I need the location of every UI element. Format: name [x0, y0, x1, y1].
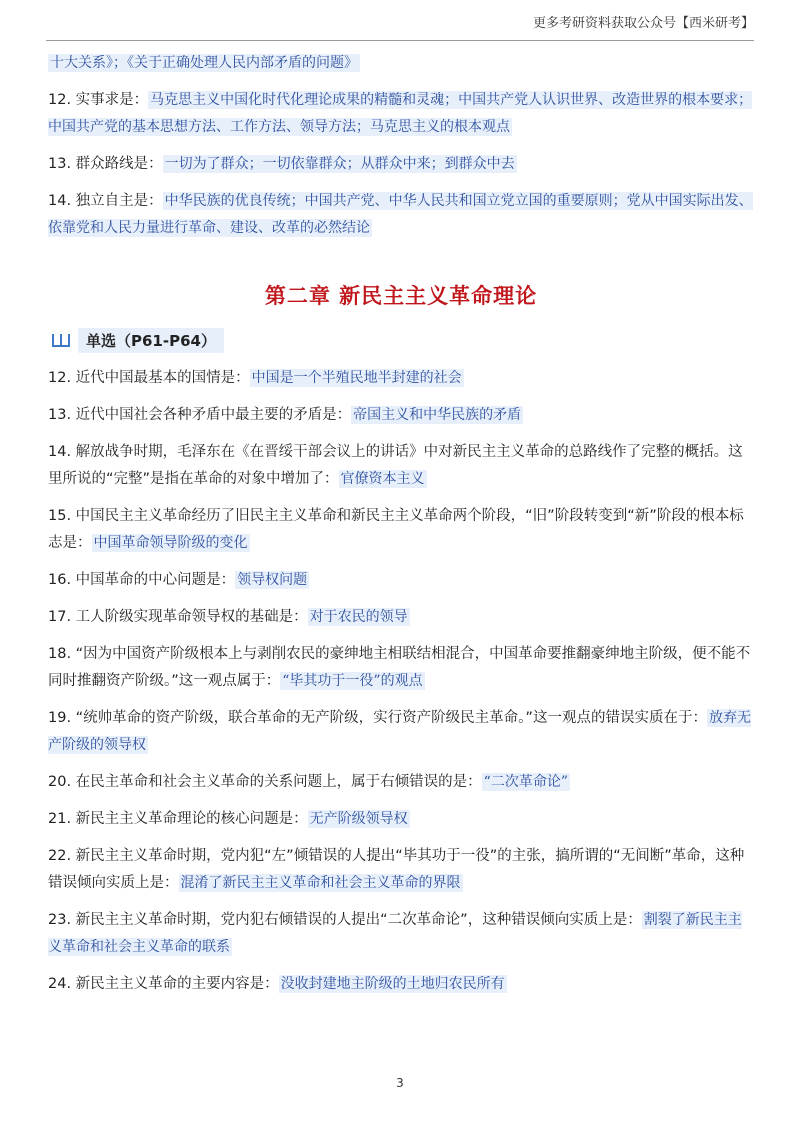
section-heading	[48, 328, 754, 353]
prompt-text: 18. “因为中国资产阶级根本上与剥削农民的豪绅地主相联结相混合，中国革命要推翻豪绅地主阶级，便不能不同时推翻资产阶级。”这一观点属于：	[48, 646, 751, 689]
prompt-text: 13. 群众路线是：	[48, 156, 163, 172]
prompt-text: 24. 新民主主义革命的主要内容是：	[48, 976, 279, 992]
question-item	[48, 705, 754, 759]
answer-text: 帝国主义和中华民族的矛盾	[353, 407, 522, 423]
answer-text: 一切为了群众；一切依靠群众；从群众中来；到群众中去	[164, 156, 515, 172]
prompt-text: 21. 新民主主义革命理论的核心问题是：	[48, 811, 308, 827]
book-icon	[52, 334, 70, 347]
concept-item	[48, 151, 754, 178]
question-item	[48, 567, 754, 594]
chapter-title: 第二章 新民主主义革命理论	[264, 284, 538, 308]
answer-text: 放弃无产阶级的领导权	[48, 710, 751, 753]
page-content	[48, 50, 754, 1008]
prompt-text: 19. “统帅革命的资产阶级，联合革命的无产阶级，实行资产阶级民主革命。”这一观点的错误实质在于：	[48, 710, 707, 726]
question-item	[48, 806, 754, 833]
carryover-paragraph	[48, 50, 754, 77]
question-item	[48, 402, 754, 429]
section-label: 单选（P61-P64）	[78, 328, 224, 353]
answer-text: 中国革命领导阶级的变化	[93, 535, 248, 551]
answer-text: “毕其功于一役”的观点	[282, 673, 423, 689]
answer-text: “二次革命论”	[483, 774, 568, 790]
prompt-text: 14. 独立自主是：	[48, 193, 163, 209]
question-item	[48, 503, 754, 557]
answer-text: 混淆了新民主主义革命和社会主义革命的界限	[180, 875, 461, 891]
answer-text: 领导权问题	[237, 572, 308, 588]
question-item	[48, 769, 754, 796]
prompt-text: 13. 近代中国社会各种矛盾中最主要的矛盾是：	[48, 407, 352, 423]
prompt-text: 16. 中国革命的中心问题是：	[48, 572, 236, 588]
prompt-text: 17. 工人阶级实现革命领导权的基础是：	[48, 609, 308, 625]
answer-text: 中华民族的优良传统；中国共产党、中华人民共和国立党立国的重要原则；党从中国实际出发、依靠党和人民力量进行革命、建设、改革的必然结论	[48, 193, 753, 236]
page-header: 更多考研资料获取公众号【西米研考】	[532, 16, 754, 31]
answer-text: 马克思主义中国化时代化理论成果的精髓和灵魂；中国共产党人认识世界、改造世界的根本要求；中国共产党的基本思想方法、工作方法、领导方法；马克思主义的根本观点	[48, 92, 753, 135]
question-item	[48, 365, 754, 392]
prompt-text: 14. 解放战争时期，毛泽东在《在晋绥干部会议上的讲话》中对新民主主义革命的总路线作了完整的概括。这里所说的“完整”是指在革命的对象中增加了：	[48, 444, 743, 487]
page-number: 3	[396, 1076, 404, 1090]
answer-text: 官僚资本主义	[340, 471, 425, 487]
prompt-text: 22. 新民主主义革命时期，党内犯“左”倾错误的人提出“毕其功于一役”的主张，搞所谓的“无间断”革命，这种错误倾向实质上是：	[48, 848, 745, 891]
question-item	[48, 843, 754, 897]
prompt-text: 12. 实事求是：	[48, 92, 149, 108]
answer-text: 中国是一个半殖民地半封建的社会	[251, 370, 462, 386]
question-item	[48, 971, 754, 998]
question-item	[48, 604, 754, 631]
question-item	[48, 439, 754, 493]
header-divider	[46, 40, 754, 41]
concept-item	[48, 188, 754, 242]
concept-item	[48, 87, 754, 141]
question-item	[48, 907, 754, 961]
answer-text: 十大关系》；《关于正确处理人民内部矛盾的问题》	[50, 55, 358, 71]
question-item	[48, 641, 754, 695]
prompt-text: 23. 新民主主义革命时期，党内犯右倾错误的人提出“二次革命论”，这种错误倾向实质上是：	[48, 912, 642, 928]
answer-text: 无产阶级领导权	[309, 811, 408, 827]
prompt-text: 20. 在民主革命和社会主义革命的关系问题上，属于右倾错误的是：	[48, 774, 482, 790]
prompt-text: 12. 近代中国最基本的国情是：	[48, 370, 250, 386]
answer-text: 对于农民的领导	[309, 609, 408, 625]
prompt-text: 15. 中国民主主义革命经历了旧民主主义革命和新民主主义革命两个阶段，“旧”阶段转变到“新”阶段的根本标志是：	[48, 508, 744, 551]
answer-text: 割裂了新民主主义革命和社会主义革命的联系	[48, 912, 742, 955]
answer-text: 没收封建地主阶级的土地归农民所有	[280, 976, 505, 992]
